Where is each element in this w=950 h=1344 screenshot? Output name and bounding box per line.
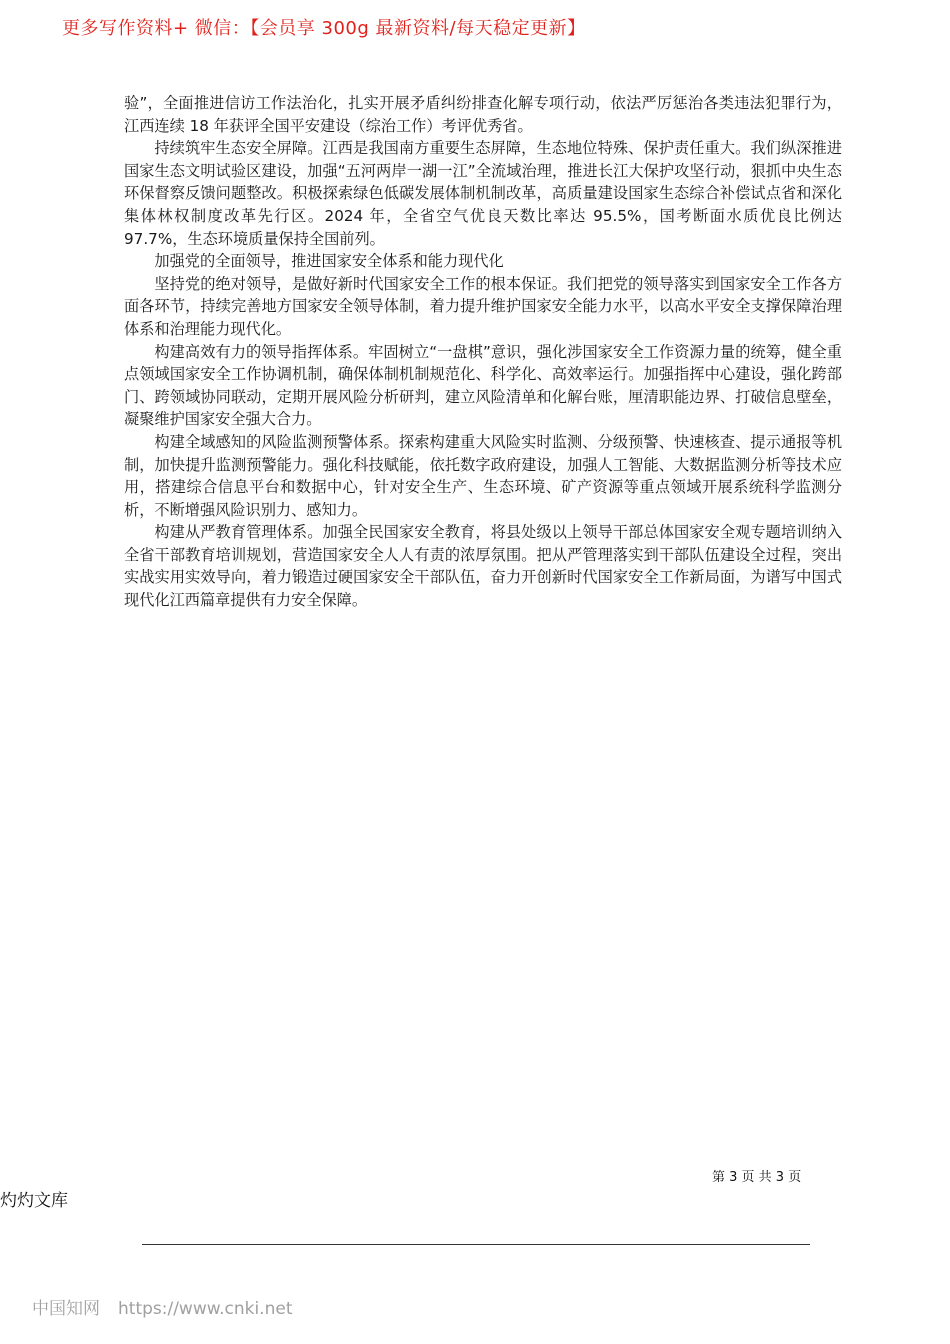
paragraph-2: 持续筑牢生态安全屏障。江西是我国南方重要生态屏障，生态地位特殊、保护责任重大。我们纵深推进国家生态文明试验区建设，加强“五河两岸一湖一江”全流域治理，推进长江大保护攻坚行动，狠抓中央生态环保督察反馈问题整改。积极探索绿色低碳发展体制机制改革，高质量建设国家生态综合补偿试点省和深化集体林权制度改革先行区。2024 年，全省空气优良天数比率达 95.5%，国考断面水质优良比例达 97.7%，生态环境质量保持全国前列。	[124, 139, 842, 248]
page-number: 第 3 页 共 3 页	[712, 1170, 802, 1185]
paragraph-5: 构建全域感知的风险监测预警体系。探索构建重大风险实时监测、分级预警、快速核查、提示通报等机制，加快提升监测预警能力。强化科技赋能，依托数字政府建设，加强人工智能、大数据监测分析等技术应用，搭建综合信息平台和数据中心，针对安全生产、生态环境、矿产资源等重点领域开展系统科学监测分析，不断增强风险识别力、感知力。	[124, 432, 842, 519]
paragraph-4: 构建高效有力的领导指挥体系。牢固树立“一盘棋”意识，强化涉国家安全工作资源力量的统筹，健全重点领域国家安全工作协调机制，确保体制机制规范化、科学化、高效率运行。加强指挥中心建设，强化跨部门、跨领域协同联动，定期开展风险分析研判，建立风险清单和化解台账，厘清职能边界、打破信息壁垒，凝聚维护国家安全强大合力。	[124, 342, 842, 429]
footer-brand: 灼灼文库	[0, 1191, 68, 1211]
watermark	[32, 1294, 292, 1319]
section-heading: 加强党的全面领导，推进国家安全体系和能力现代化	[154, 252, 504, 271]
document-body	[124, 92, 842, 612]
paragraph-3: 坚持党的绝对领导，是做好新时代国家安全工作的根本保证。我们把党的领导落实到国家安全工作各方面各环节，持续完善地方国家安全领导体制，着力提升维护国家安全能力水平，以高水平安全支撑保障治理体系和治理能力现代化。	[124, 274, 842, 338]
paragraph-6: 构建从严教育管理体系。加强全民国家安全教育，将县处级以上领导干部总体国家安全观专题培训纳入全省干部教育培训规划，营造国家安全人人有责的浓厚氛围。把从严管理落实到干部队伍建设全过程，突出实战实用实效导向，着力锻造过硬国家安全干部队伍，奋力开创新时代国家安全工作新局面，为谱写中国式现代化江西篇章提供有力安全保障。	[124, 523, 842, 610]
paragraph-1: 验”，全面推进信访工作法治化，扎实开展矛盾纠纷排查化解专项行动，依法严厉惩治各类违法犯罪行为，江西连续 18 年获评全国平安建设（综治工作）考评优秀省。	[124, 94, 842, 135]
promo-banner: 更多写作资料+ 微信：【会员享 300g 最新资料/每天稳定更新】	[62, 18, 586, 39]
watermark-site: https://www.cnki.net	[118, 1299, 293, 1319]
footer-divider	[142, 1244, 810, 1245]
watermark-name: 中国知网	[32, 1299, 100, 1319]
